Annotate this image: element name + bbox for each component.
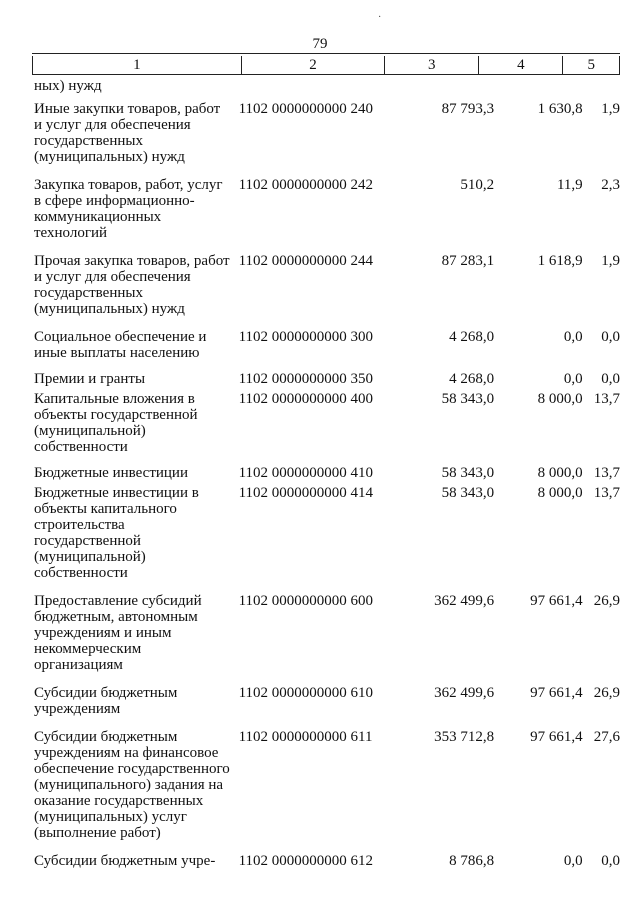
row-col5: 0,0 xyxy=(601,329,620,345)
scan-mark: · xyxy=(378,12,382,23)
row-code: 1102 0000000000 242 xyxy=(238,177,374,193)
header-rule xyxy=(32,53,620,54)
row-code: 1102 0000000000 244 xyxy=(238,253,374,269)
row-col4: 97 661,4 xyxy=(530,593,583,609)
row-col5: 2,3 xyxy=(601,177,620,193)
row-name: Иные закупки товаров, работ и услуг для обеспечения государственных (муниципальных) нужд xyxy=(34,101,221,165)
row-col5: 1,9 xyxy=(601,101,620,117)
row-col3: 510,2 xyxy=(460,177,495,193)
row-code: 1102 0000000000 410 xyxy=(238,465,374,481)
column-header-1: 1 xyxy=(33,56,242,75)
row-name: Капитальные вложения в объекты государственной (муниципальной) собственности xyxy=(34,391,198,455)
row-col3: 58 343,0 xyxy=(441,485,495,501)
row-col5: 0,0 xyxy=(601,853,620,869)
row-col4: 8 000,0 xyxy=(537,485,583,501)
column-header-5: 5 xyxy=(563,56,620,75)
row-col3: 87 283,1 xyxy=(441,253,495,269)
row-col5: 13,7 xyxy=(593,485,620,501)
row-col5: 26,9 xyxy=(593,593,620,609)
row-code: 1102 0000000000 414 xyxy=(238,485,374,501)
row-col4: 1 630,8 xyxy=(537,101,583,117)
row-col3: 362 499,6 xyxy=(434,593,495,609)
row-col3: 87 793,3 xyxy=(441,101,495,117)
row-col5: 0,0 xyxy=(601,371,620,387)
row-code: 1102 0000000000 300 xyxy=(238,329,374,345)
table-row xyxy=(32,253,620,317)
table-row xyxy=(32,485,620,581)
table-row xyxy=(32,685,620,717)
row-name: Премии и гранты xyxy=(34,371,146,387)
row-col5: 13,7 xyxy=(593,391,620,407)
row-col3: 362 499,6 xyxy=(434,685,495,701)
row-col4: 0,0 xyxy=(563,853,583,869)
budget-table-body xyxy=(32,78,620,869)
row-col4: 97 661,4 xyxy=(530,685,583,701)
row-col5: 26,9 xyxy=(593,685,620,701)
row-col4: 0,0 xyxy=(563,329,583,345)
row-col4: 97 661,4 xyxy=(530,729,583,745)
row-col3: 58 343,0 xyxy=(441,391,495,407)
row-name: Предоставление субсидий бюджетным, автономным учреждениям и иным некоммерческим организациям xyxy=(34,593,202,673)
column-header-table xyxy=(32,56,620,75)
table-row xyxy=(32,593,620,673)
table-row xyxy=(32,391,620,455)
row-col5: 27,6 xyxy=(593,729,620,745)
table-row xyxy=(32,729,620,841)
table-row xyxy=(32,177,620,241)
row-col4: 8 000,0 xyxy=(537,465,583,481)
column-header-2: 2 xyxy=(241,56,385,75)
row-name: ных) нужд xyxy=(34,78,102,94)
table-row xyxy=(32,853,620,869)
row-name: Социальное обеспечение и иные выплаты населению xyxy=(34,329,207,361)
row-col3: 4 268,0 xyxy=(449,329,495,345)
column-header-3: 3 xyxy=(385,56,479,75)
row-name: Бюджетные инвестиции в объекты капитального строительства государственной (муниципальной) собственности xyxy=(34,485,199,581)
row-code: 1102 0000000000 600 xyxy=(238,593,374,609)
table-row xyxy=(32,465,620,481)
row-col3: 4 268,0 xyxy=(449,371,495,387)
row-code: 1102 0000000000 612 xyxy=(238,853,374,869)
row-col4: 0,0 xyxy=(563,371,583,387)
row-name: Субсидии бюджетным учреждениям xyxy=(34,685,178,717)
row-col5: 13,7 xyxy=(593,465,620,481)
row-name: Закупка товаров, работ, услуг в сфере информационно-коммуникационных технологий xyxy=(34,177,223,241)
row-col3: 58 343,0 xyxy=(441,465,495,481)
column-header-4: 4 xyxy=(479,56,563,75)
row-code: 1102 0000000000 611 xyxy=(238,729,373,745)
row-code: 1102 0000000000 610 xyxy=(238,685,374,701)
row-col4: 11,9 xyxy=(556,177,583,193)
row-name: Субсидии бюджетным учреждениям на финансовое обеспечение государственного (муниципального) задания на оказание государственных (муниципальных) услуг (выполнение работ) xyxy=(34,729,230,841)
row-code: 1102 0000000000 350 xyxy=(238,371,374,387)
row-name: Субсидии бюджетным учре- xyxy=(34,853,216,869)
table-row xyxy=(32,78,620,94)
row-code: 1102 0000000000 400 xyxy=(238,391,374,407)
table-row xyxy=(32,101,620,165)
row-col5: 1,9 xyxy=(601,253,620,269)
row-col3: 8 786,8 xyxy=(449,853,495,869)
row-name: Прочая закупка товаров, работ и услуг для обеспечения государственных (муниципальных) нужд xyxy=(34,253,230,317)
row-name: Бюджетные инвестиции xyxy=(34,465,188,481)
table-row xyxy=(32,371,620,387)
row-code: 1102 0000000000 240 xyxy=(238,101,374,117)
page-number: 79 xyxy=(312,36,328,52)
row-col4: 8 000,0 xyxy=(537,391,583,407)
row-col3: 353 712,8 xyxy=(434,729,495,745)
row-col4: 1 618,9 xyxy=(537,253,583,269)
table-row xyxy=(32,329,620,361)
